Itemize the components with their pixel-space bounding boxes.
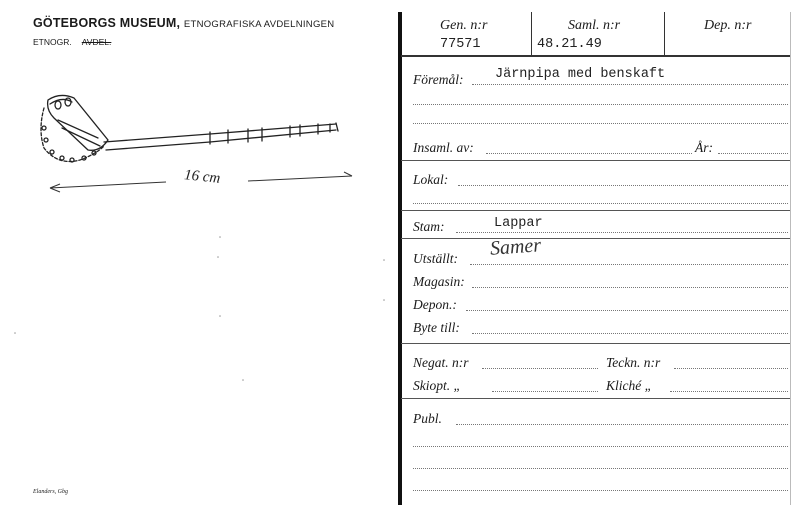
struck-word: AVDEL. bbox=[81, 37, 112, 47]
dotted-line bbox=[674, 368, 788, 369]
dotted-line bbox=[413, 123, 788, 124]
dotted-line bbox=[718, 153, 788, 154]
dotted-line bbox=[458, 185, 788, 186]
skiopt-label: Skiopt. „ bbox=[413, 378, 462, 393]
dotted-line bbox=[413, 490, 788, 491]
dotted-line bbox=[456, 232, 788, 233]
dotted-line bbox=[472, 333, 788, 334]
dotted-line bbox=[413, 446, 788, 447]
dotted-line bbox=[466, 310, 788, 311]
utstallt-label: Utställt: bbox=[413, 251, 459, 266]
kliche-label: Kliché „ bbox=[606, 378, 653, 393]
foremal-value: Järnpipa med benskaft bbox=[495, 67, 666, 82]
dotted-line bbox=[413, 203, 788, 204]
utstallt-value: Samer bbox=[489, 234, 542, 260]
museum-name: GÖTEBORGS MUSEUM, bbox=[33, 16, 181, 30]
department-name: ETNOGRAFISKA AVDELNINGEN bbox=[183, 19, 335, 30]
dotted-line bbox=[472, 287, 788, 288]
measure-note: 16 cm bbox=[183, 167, 222, 187]
magasin-label: Magasin: bbox=[413, 274, 465, 289]
gen-label: Gen. n:r bbox=[440, 18, 488, 33]
header-separator bbox=[664, 12, 665, 55]
stam-value: Lappar bbox=[494, 216, 543, 231]
dotted-line bbox=[470, 264, 788, 265]
lokal-label: Lokal: bbox=[413, 172, 449, 187]
etnogr-label: ETNOGR. bbox=[33, 37, 72, 47]
printer-mark: Elanders, Gbg bbox=[33, 489, 68, 495]
byte-label: Byte till: bbox=[413, 320, 460, 335]
card-right-edge bbox=[790, 12, 791, 505]
dotted-line bbox=[482, 368, 598, 369]
section-rule bbox=[401, 398, 790, 399]
section-rule bbox=[401, 238, 790, 239]
insaml-label: Insaml. av: bbox=[413, 140, 474, 155]
stam-label: Stam: bbox=[413, 219, 445, 234]
card-left-border bbox=[398, 12, 402, 505]
dotted-line bbox=[413, 104, 788, 105]
dotted-line bbox=[492, 391, 598, 392]
dep-label: Dep. n:r bbox=[704, 18, 752, 33]
depon-label: Depon.: bbox=[413, 297, 457, 312]
dotted-line bbox=[413, 468, 788, 469]
section-rule bbox=[401, 160, 790, 161]
section-rule bbox=[401, 343, 790, 344]
publ-label: Publ. bbox=[413, 411, 442, 426]
header-separator bbox=[531, 12, 532, 55]
foremal-label: Föremål: bbox=[413, 72, 464, 87]
dotted-line bbox=[486, 153, 692, 154]
dotted-line bbox=[670, 391, 788, 392]
section-rule bbox=[401, 210, 790, 211]
header-rule bbox=[401, 55, 790, 57]
negat-label: Negat. n:r bbox=[413, 355, 469, 370]
teckn-label: Teckn. n:r bbox=[606, 355, 661, 370]
ar-label: År: bbox=[695, 140, 713, 155]
dotted-line bbox=[456, 424, 788, 425]
dotted-line bbox=[472, 84, 788, 85]
gen-value: 77571 bbox=[440, 37, 481, 52]
saml-label: Saml. n:r bbox=[568, 18, 621, 33]
saml-value: 48.21.49 bbox=[537, 37, 602, 52]
